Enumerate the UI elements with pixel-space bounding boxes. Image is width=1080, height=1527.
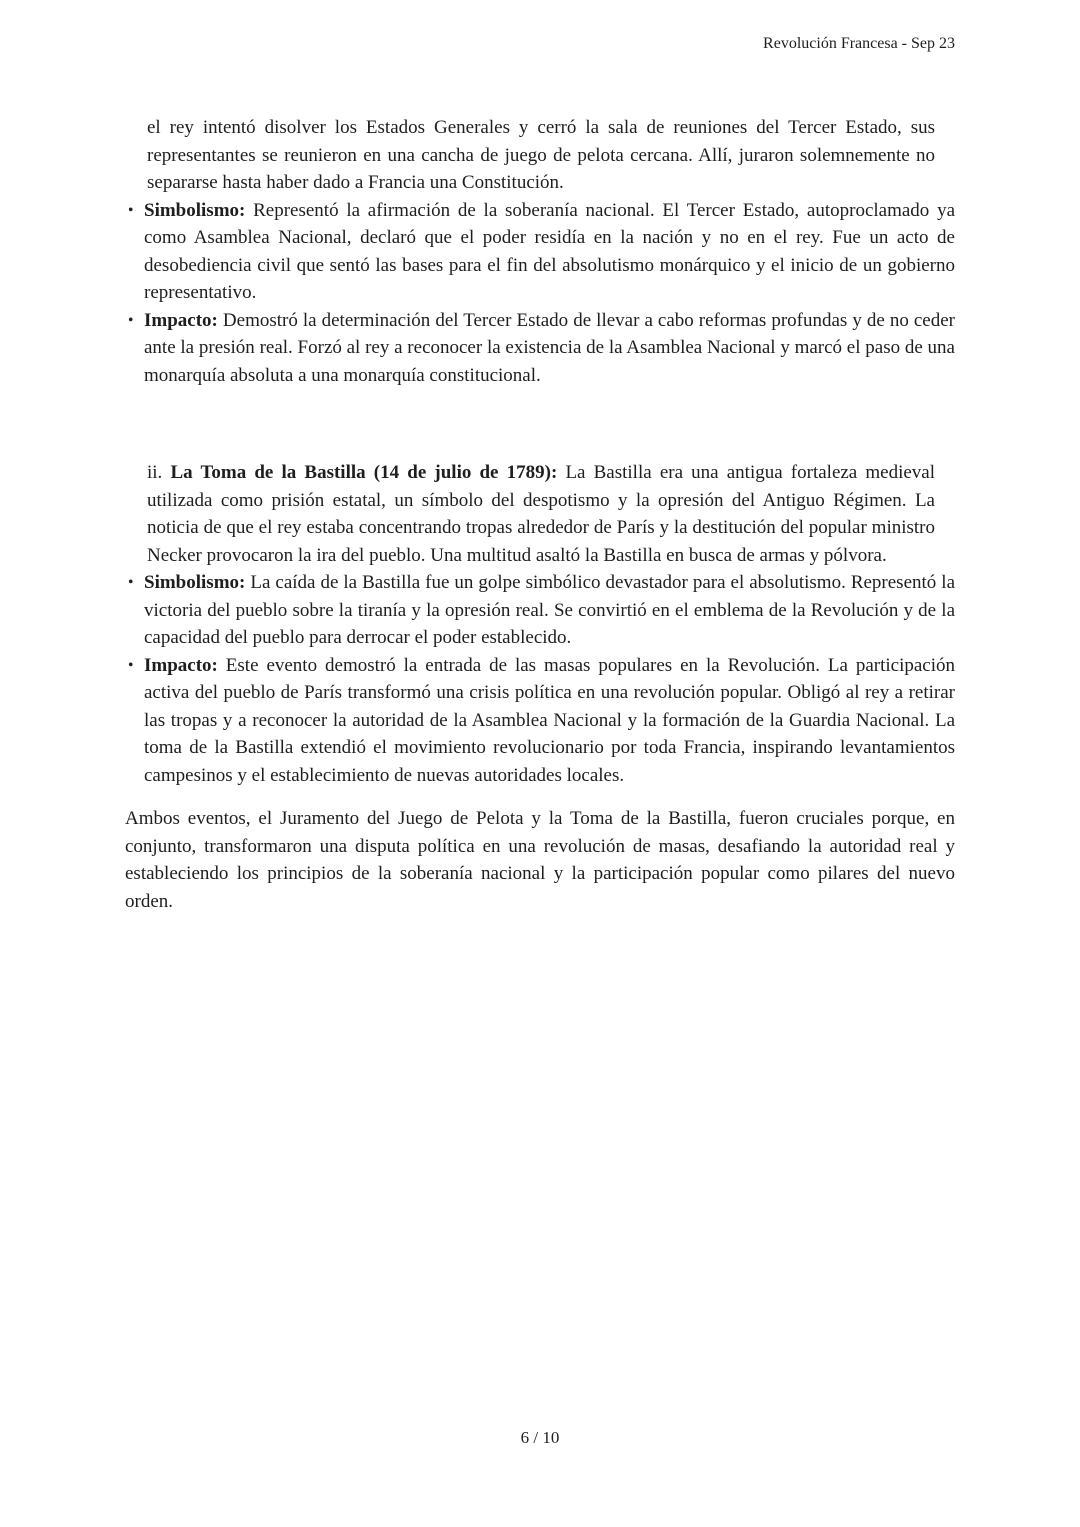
closing-paragraph: Ambos eventos, el Juramento del Juego de Pelota y la Toma de la Bastilla, fueron cruciales porque, en conjunto, transformaron una disputa política en una revolución de masas, desafiando la autoridad real y estableciendo los principios de la soberanía nacional y la participación popular como pilares del nuevo orden.: [125, 808, 955, 912]
bullet-label: Simbolismo:: [144, 572, 246, 593]
list-item-simbolismo-juramento: [125, 197, 955, 307]
page-header: [125, 34, 955, 54]
page-footer: [0, 1427, 1080, 1449]
bullet-text: Representó la afirmación de la soberanía nacional. El Tercer Estado, autoproclamado ya como Asamblea Nacional, declaró que el poder residía en la nación y no en el rey. Fue un acto de desobediencia civil que sentó las bases para el fin del absolutismo monárquico y el inicio de un gobierno representativo.: [144, 199, 955, 303]
bullet-label: Impacto:: [144, 654, 218, 676]
bullet-icon: •: [128, 311, 134, 329]
list-item-simbolismo-bastilla: [125, 569, 955, 652]
bullet-icon: •: [128, 574, 134, 591]
document-content: [125, 114, 955, 915]
item-numeral: ii.: [147, 462, 163, 483]
bastilla-item-paragraph: [147, 459, 935, 569]
juramento-bullet-list: [125, 197, 955, 390]
list-item-impacto-bastilla: [125, 652, 955, 790]
bullet-label: Simbolismo:: [144, 199, 246, 221]
item-title: La Toma de la Bastilla (14 de julio de 1789):: [170, 462, 558, 483]
page-number: 6 / 10: [520, 1428, 560, 1447]
intro-paragraph: el rey intentó disolver los Estados Generales y cerró la sala de reuniones del Tercer Estado, sus representantes se reunieron en una cancha de juego de pelota cercana. Allí, juraron solemnemente no separarse hasta haber dado a Francia una Constitución.: [147, 117, 935, 193]
item-text: La Bastilla era una antigua fortaleza medieval utilizada como prisión estatal, un símbolo del despotismo y la opresión del Antiguo Régimen. La noticia de que el rey estaba concentrando tropas alrededor de París y la destitución del popular ministro Necker provocaron la ira del pueblo. Una multitud asaltó la Bastilla en busca de armas y pólvora.: [147, 462, 936, 566]
bullet-text: La caída de la Bastilla fue un golpe simbólico devastador para el absolutismo. Representó la victoria del pueblo sobre la tiranía y la opresión real. Se convirtió en el emblema de la Revolución y de la capacidad del pueblo para derrocar el poder establecido.: [144, 572, 955, 648]
list-item-impacto-juramento: [125, 307, 955, 390]
bastilla-bullet-list: [125, 569, 955, 789]
bullet-label: Impacto:: [144, 309, 218, 331]
bullet-text: Este evento demostró la entrada de las masas populares en la Revolución. La participación activa del pueblo de París transformó una crisis política en una revolución popular. Obligó al rey a retirar las tropas y a reconocer la autoridad de la Asamblea Nacional y la formación de la Guardia Nacional. La toma de la Bastilla extendió el movimiento revolucionario por toda Francia, inspirando levantamientos campesinos y el establecimiento de nuevas autoridades locales.: [144, 654, 955, 786]
bullet-text: Demostró la determinación del Tercer Estado de llevar a cabo reformas profundas y de no ceder ante la presión real. Forzó al rey a reconocer la existencia de la Asamblea Nacional y marcó el paso de una monarquía absoluta a una monarquía constitucional.: [144, 309, 955, 386]
header-title: Revolución Francesa - Sep 23: [763, 35, 955, 52]
bullet-icon: •: [128, 656, 134, 674]
bullet-icon: •: [128, 201, 134, 219]
